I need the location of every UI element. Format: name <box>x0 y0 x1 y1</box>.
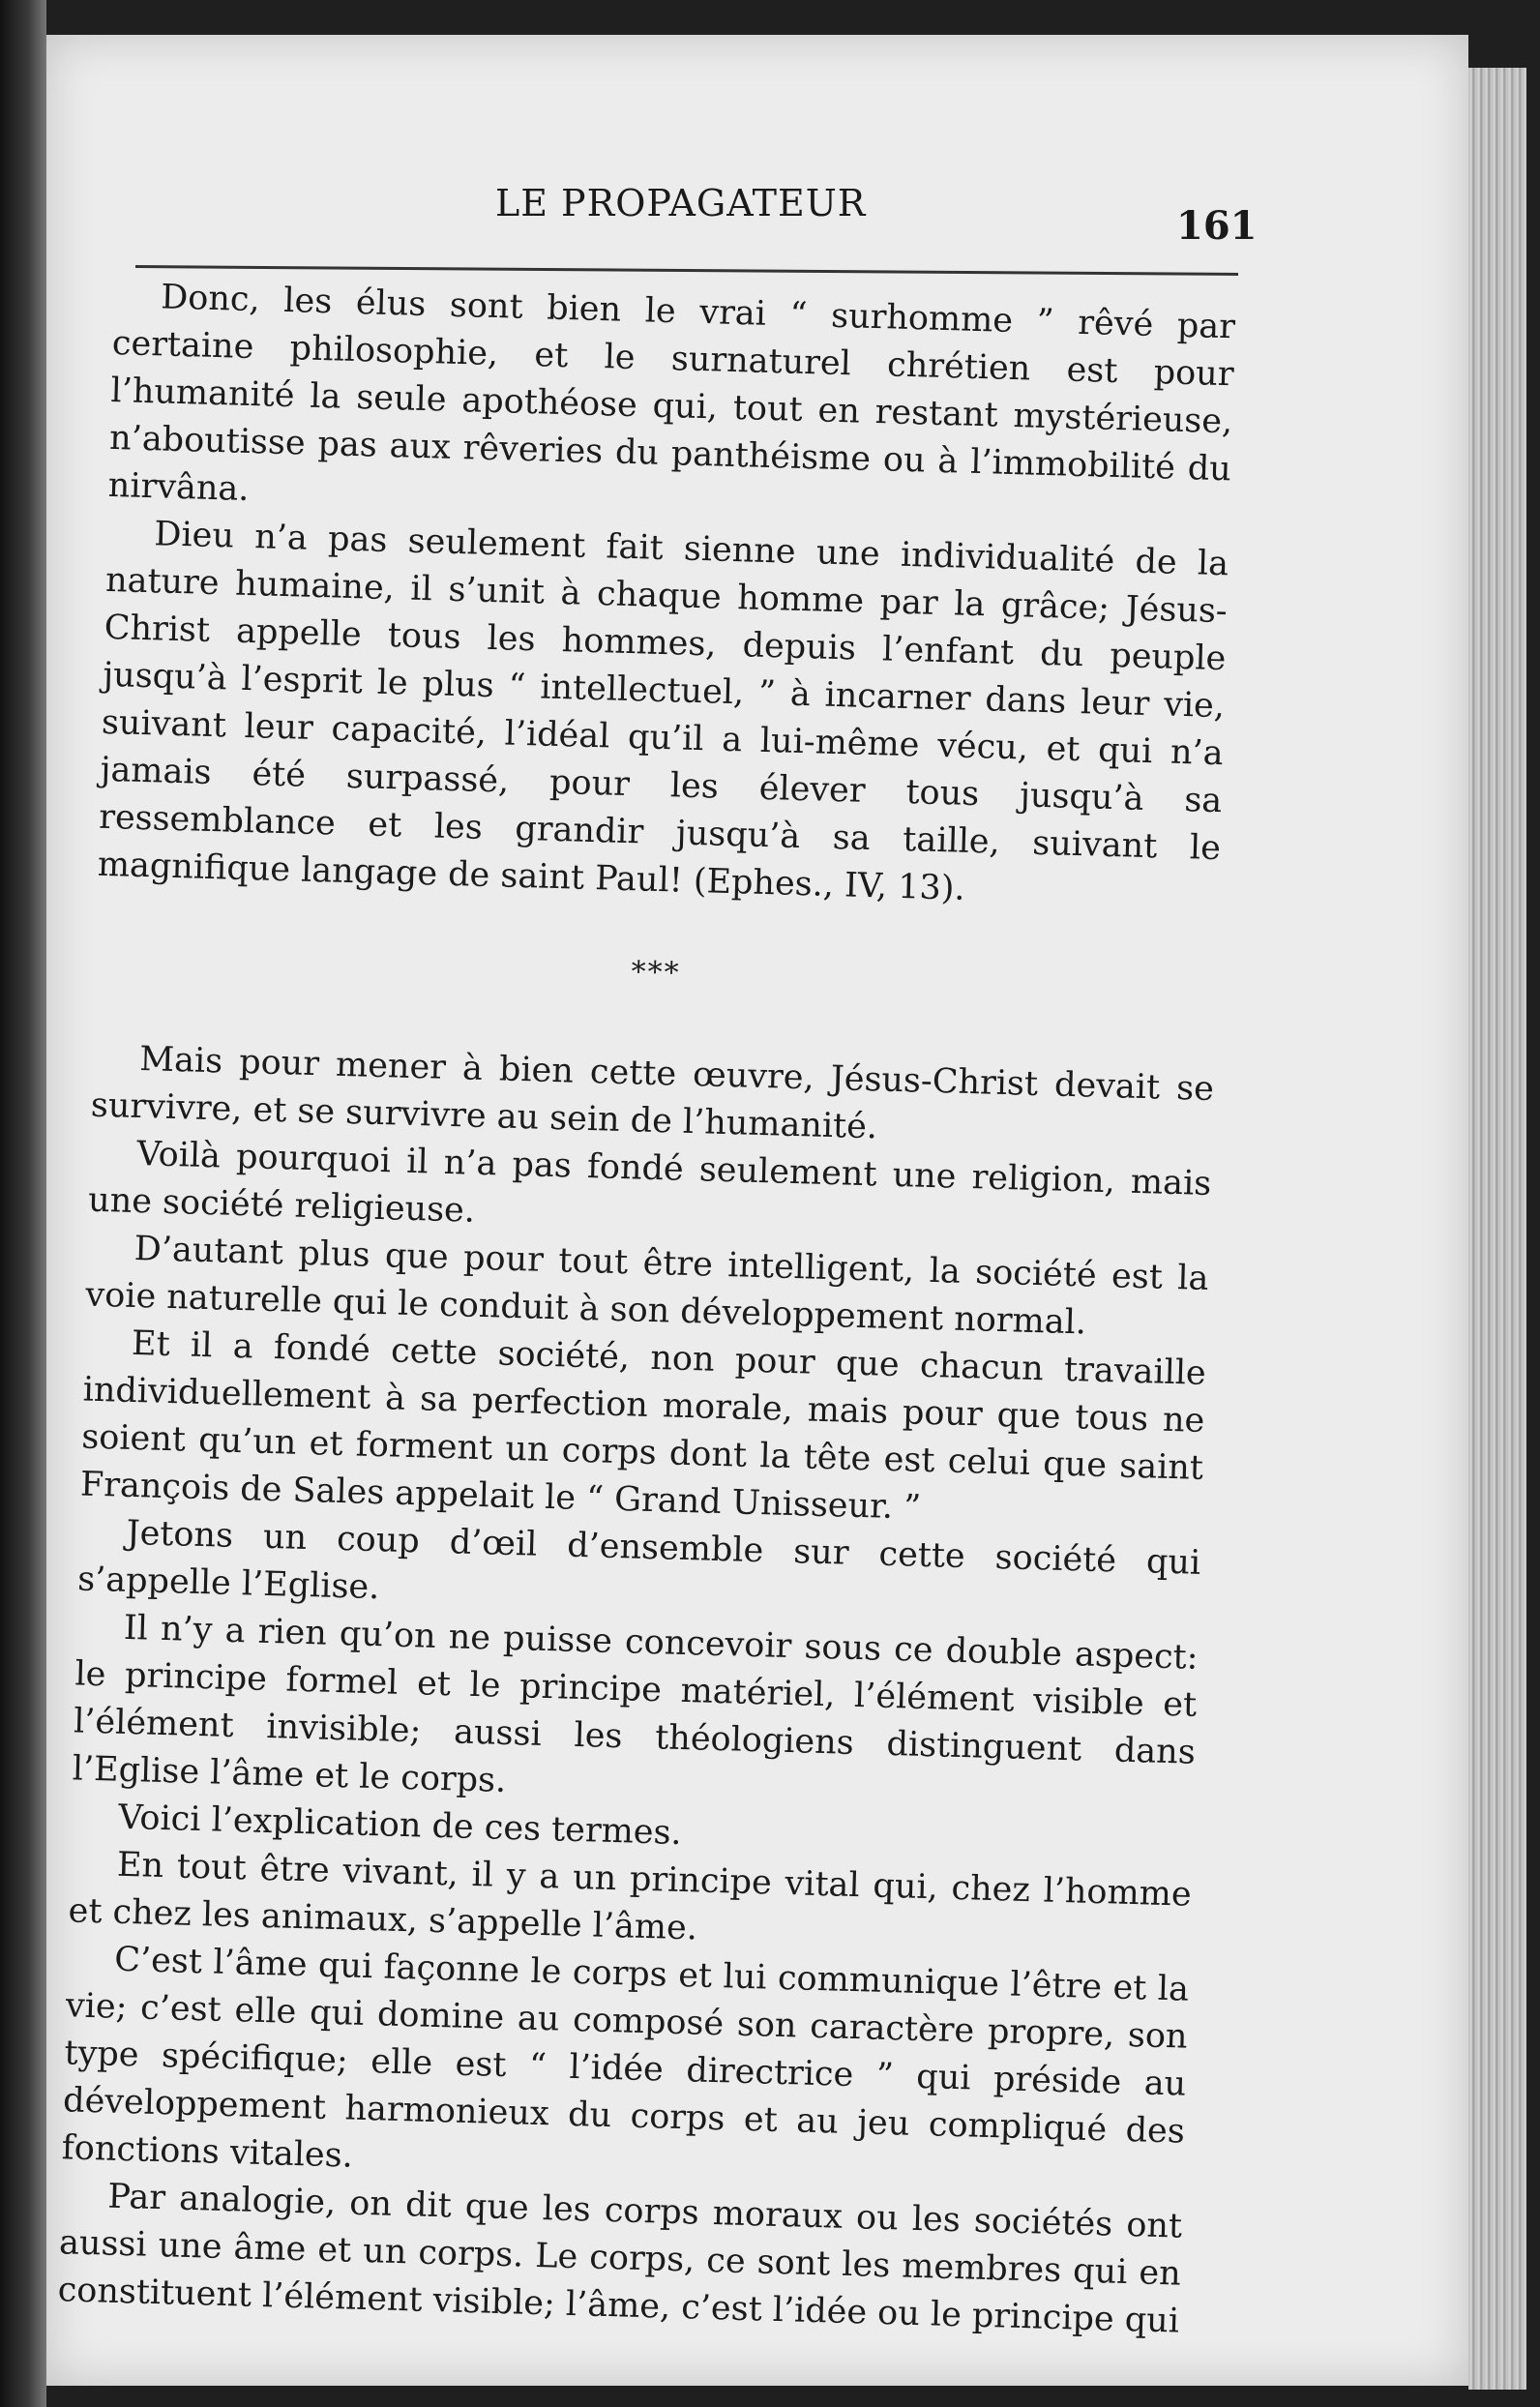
paragraph: Par analogie, on dit que les corps moraux ou les sociétés ont aussi une âme et un corps. Le corps, ce sont les membres qui en constituent l’élément visible; l’âme, c’est l’idée ou le principe qui <box>57 2177 1183 2341</box>
paragraph: D’autant plus que pour tout être intelligent, la société est la voie naturelle qui le conduit à son développement normal. <box>84 1229 1209 1343</box>
page-header <box>135 164 1258 249</box>
paragraph: Voici l’explication de ces termes. <box>117 1798 683 1854</box>
paragraph: Et il a fondé cette société, non pour que chacun travaille individuellement à sa perfection morale, mais pour que tous ne soient qu’un et forment un corps dont la tête est celui que saint François de Sales appelait le “ Grand Unisseur. ” <box>79 1323 1207 1528</box>
page-edges <box>1468 68 1526 2390</box>
paragraph: Il n’y a rien qu’on ne puisse concevoir sous ce double aspect: le principe formel et le principe matériel, l’élément visible et l’élément invisible; aussi les théologiens distinguent dans l’Eglise l’âme et le corps. <box>72 1608 1199 1800</box>
page-number: 161 <box>1176 203 1258 249</box>
paragraph: Mais pour mener à bien cette œuvre, Jésus-Christ devait se survivre, et se survivre au sein de l’humanité. <box>90 1040 1215 1147</box>
paragraph: C’est l’âme qui façonne le corps et lui communique l’être et la vie; c’est elle qui domine au composé son caractère propre, son type spécifique; elle est “ l’idée directrice ” qui préside au développement harmonieux du corps et au jeu compliqué des fonctions vitales. <box>61 1940 1190 2176</box>
paragraph: Jetons un coup d’œil d’ensemble sur cette société qui s’appelle l’Eglise. <box>76 1513 1201 1608</box>
book-gutter <box>0 0 46 2407</box>
body-text <box>57 273 1235 2346</box>
paragraph: Dieu n’a pas seulement fait sienne une individualité de la nature humaine, il s’unit à chaque homme par la grâce; Jésus-Christ appelle tous les hommes, depuis l’enfant du peuple jusqu’à l’esprit le plus “ intellectuel, ” à incarner dans leur vie, suivant leur capacité, l’idéal qu’il a lui-même vécu, et qui n’a jamais été surpassé, pour les élever tous jusqu’à sa ressemblance et les grandir jusqu’à sa taille, suivant le magnifique langage de saint Paul! (Ephes., IV, 13). <box>97 515 1229 908</box>
section-separator: *** <box>631 955 681 991</box>
running-title: LE PROPAGATEUR <box>495 182 867 224</box>
paragraph: Voilà pourquoi il n’a pas fondé seulement une religion, mais une société religieuse. <box>87 1135 1212 1231</box>
paragraph: Donc, les élus sont bien le vrai “ surhomme ” rêvé par certaine philosophie, et le surnaturel chrétien est pour l’humanité la seule apothéose qui, tout en restant mystérieuse, n’aboutisse pas aux rêveries du panthéisme ou à l’immobilité du nirvâna. <box>107 278 1236 509</box>
paragraph: En tout être vivant, il y a un principe vital qui, chez l’homme et chez les animaux, s’appelle l’âme. <box>68 1845 1193 1948</box>
